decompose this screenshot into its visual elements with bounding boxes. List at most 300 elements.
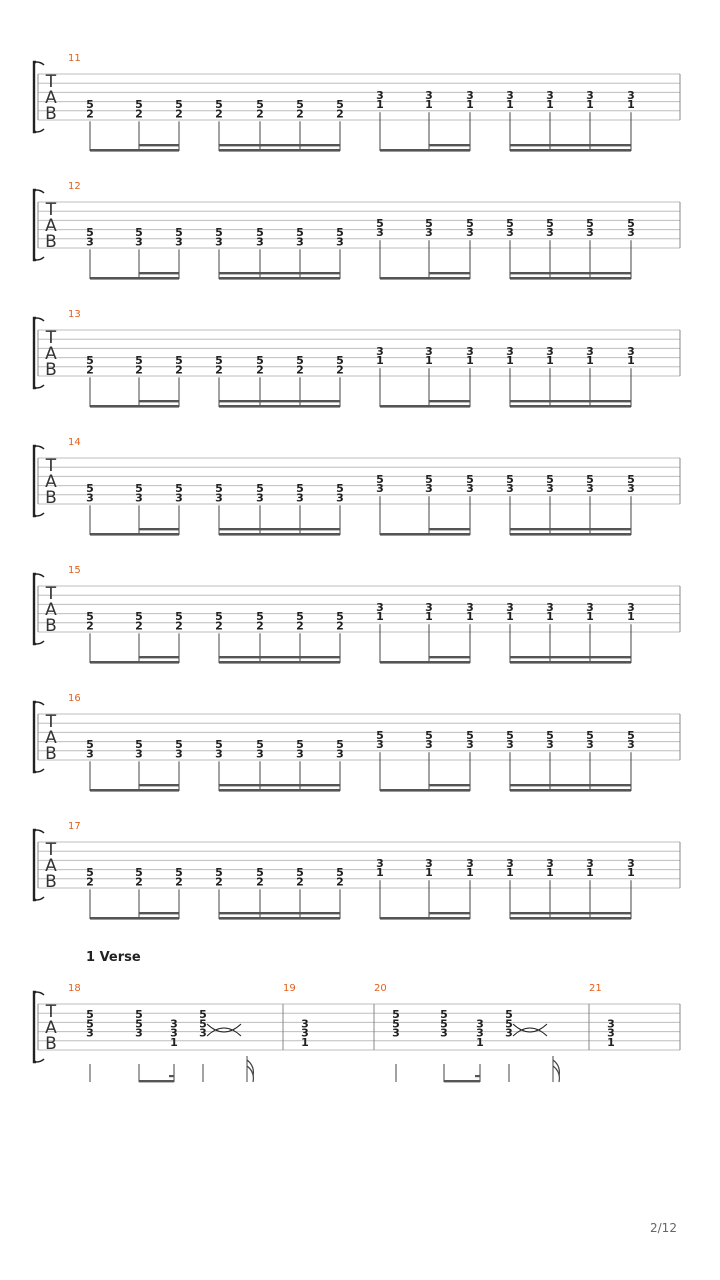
tab-clef-letter: B	[45, 616, 57, 636]
fret-number: 3	[256, 235, 264, 249]
beam-secondary	[429, 656, 470, 658]
fret-number: 3	[627, 738, 635, 752]
fret-number: 5	[215, 482, 223, 496]
fret-number: 5	[135, 610, 143, 624]
fret-number: 5	[215, 354, 223, 368]
fret-number: 5	[546, 473, 554, 486]
fret-number: 3	[256, 747, 264, 761]
bracket-hook-top	[36, 62, 44, 65]
fret-number: 5	[215, 98, 223, 112]
bracket-hook-bottom	[36, 1059, 44, 1062]
fret-number: 1	[466, 866, 474, 880]
fret-number: 5	[466, 729, 474, 742]
beam-secondary	[510, 912, 631, 914]
fret-number: 3	[336, 747, 344, 761]
fret-number: 2	[175, 107, 183, 121]
fret-number: 5	[336, 354, 344, 368]
beam	[380, 149, 470, 152]
fret-number: 3	[86, 491, 94, 505]
fret-number: 1	[627, 610, 635, 624]
beam-secondary	[510, 144, 631, 146]
fret-number: 3	[376, 482, 384, 496]
beam-secondary	[429, 400, 470, 402]
page-number: 2/12	[650, 1221, 677, 1235]
fret-number: 1	[586, 610, 594, 624]
bracket-hook-bottom	[36, 257, 44, 260]
fret-number: 2	[215, 875, 223, 889]
fret-number: 3	[215, 491, 223, 505]
fret-number: 1	[546, 354, 554, 368]
beam-partial	[475, 1075, 480, 1077]
fret-number: 1	[546, 98, 554, 112]
fret-number: 5	[425, 217, 433, 230]
fret-number: 5	[440, 1017, 448, 1031]
fret-number: 2	[135, 363, 143, 377]
fret-number: 2	[296, 619, 304, 633]
fret-number: 2	[175, 875, 183, 889]
bracket-hook-bottom	[36, 513, 44, 516]
fret-number: 3	[546, 857, 554, 870]
beam	[219, 277, 340, 280]
fret-number: 3	[607, 1017, 615, 1031]
fret-number: 3	[336, 235, 344, 249]
bracket-hook-bottom	[36, 641, 44, 644]
measure-number: 21	[589, 983, 602, 994]
fret-number: 5	[256, 354, 264, 368]
fret-number: 1	[425, 354, 433, 368]
system-bracket	[34, 318, 36, 388]
fret-number: 5	[175, 226, 183, 240]
fret-number: 5	[215, 866, 223, 880]
fret-number: 3	[425, 857, 433, 870]
fret-number: 5	[175, 866, 183, 880]
tab-clef-letter: B	[45, 232, 57, 252]
beam	[90, 917, 179, 920]
fret-number: 3	[170, 1026, 178, 1040]
fret-number: 2	[336, 107, 344, 121]
fret-number: 5	[135, 1017, 143, 1031]
beam	[219, 789, 340, 792]
fret-number: 1	[425, 866, 433, 880]
beam	[90, 533, 179, 536]
fret-number: 3	[505, 1026, 513, 1040]
beam	[380, 533, 470, 536]
fret-number: 5	[627, 729, 635, 742]
fret-number: 1	[546, 866, 554, 880]
tab-clef-letter: A	[45, 600, 57, 620]
fret-number: 1	[586, 98, 594, 112]
fret-number: 5	[336, 866, 344, 880]
section-label-verse: 1 Verse	[86, 950, 141, 965]
measure-number: 14	[68, 437, 81, 448]
fret-number: 1	[627, 354, 635, 368]
fret-number: 5	[586, 729, 594, 742]
fret-number: 5	[135, 354, 143, 368]
beam-secondary	[510, 528, 631, 530]
beam	[380, 277, 470, 280]
fret-number: 1	[607, 1035, 615, 1049]
fret-number: 3	[627, 226, 635, 240]
fret-number: 3	[586, 601, 594, 614]
fret-number: 3	[586, 345, 594, 358]
fret-number: 5	[175, 354, 183, 368]
fret-number: 5	[627, 217, 635, 230]
beam	[90, 661, 179, 664]
beam-secondary	[219, 144, 340, 146]
fret-number: 3	[546, 482, 554, 496]
beam-secondary	[139, 144, 179, 146]
fret-number: 1	[466, 354, 474, 368]
fret-number: 5	[392, 1017, 400, 1031]
fret-number: 3	[476, 1026, 484, 1040]
fret-number: 5	[466, 473, 474, 486]
fret-number: 2	[256, 107, 264, 121]
bracket-hook-top	[36, 830, 44, 833]
fret-number: 3	[425, 482, 433, 496]
measure-number: 13	[68, 309, 81, 320]
fret-number: 1	[376, 354, 384, 368]
fret-number: 5	[466, 217, 474, 230]
fret-number: 3	[175, 235, 183, 249]
fret-number: 3	[546, 345, 554, 358]
fret-number: 3	[586, 226, 594, 240]
fret-number: 3	[506, 482, 514, 496]
bracket-hook-bottom	[36, 769, 44, 772]
fret-number: 5	[336, 610, 344, 624]
fret-number: 3	[440, 1026, 448, 1040]
fret-number: 3	[627, 482, 635, 496]
fret-number: 3	[627, 345, 635, 358]
tab-clef-letter: B	[45, 744, 57, 764]
beam-secondary	[510, 400, 631, 402]
beam	[90, 149, 179, 152]
fret-number: 2	[86, 619, 94, 633]
fret-number: 1	[506, 866, 514, 880]
fret-number: 1	[586, 866, 594, 880]
fret-number: 5	[627, 473, 635, 486]
fret-number: 3	[627, 857, 635, 870]
fret-number: 1	[627, 98, 635, 112]
fret-number: 3	[466, 226, 474, 240]
beam-secondary	[139, 656, 179, 658]
fret-number: 3	[376, 345, 384, 358]
fret-number: 2	[336, 875, 344, 889]
beam	[219, 533, 340, 536]
fret-number: 3	[86, 747, 94, 761]
fret-number: 3	[425, 601, 433, 614]
fret-number: 5	[86, 866, 94, 880]
fret-number: 3	[135, 235, 143, 249]
measure-number: 15	[68, 565, 81, 576]
beam	[510, 917, 631, 920]
fret-number: 5	[296, 226, 304, 240]
tab-clef-letter: T	[45, 1002, 57, 1022]
fret-number: 5	[215, 738, 223, 752]
bracket-hook-top	[36, 318, 44, 321]
bracket-hook-top	[36, 190, 44, 193]
fret-number: 5	[256, 866, 264, 880]
fret-number: 3	[476, 1017, 484, 1031]
beam-secondary	[429, 912, 470, 914]
fret-number: 5	[425, 729, 433, 742]
fret-number: 2	[135, 107, 143, 121]
fret-number: 3	[546, 89, 554, 102]
beam-secondary	[219, 912, 340, 914]
fret-number: 2	[215, 107, 223, 121]
fret-number: 3	[425, 226, 433, 240]
tab-clef-letter: T	[45, 72, 57, 92]
fret-number: 3	[376, 89, 384, 102]
fret-number: 3	[506, 601, 514, 614]
beam	[139, 1080, 174, 1082]
fret-number: 2	[135, 619, 143, 633]
fret-number: 3	[546, 601, 554, 614]
fret-number: 3	[466, 482, 474, 496]
fret-number: 3	[215, 235, 223, 249]
bracket-hook-top	[36, 574, 44, 577]
fret-number: 2	[296, 107, 304, 121]
fret-number: 2	[135, 875, 143, 889]
fret-number: 5	[506, 729, 514, 742]
fret-number: 3	[466, 345, 474, 358]
tab-clef-letter: A	[45, 472, 57, 492]
tab-clef-letter: A	[45, 344, 57, 364]
fret-number: 5	[215, 610, 223, 624]
measure-number: 18	[68, 983, 81, 994]
beam	[90, 789, 179, 792]
fret-number: 3	[296, 747, 304, 761]
beam	[90, 405, 179, 408]
fret-number: 5	[296, 98, 304, 112]
tab-clef-letter: B	[45, 360, 57, 380]
fret-number: 3	[376, 857, 384, 870]
fret-number: 3	[607, 1026, 615, 1040]
fret-number: 5	[296, 738, 304, 752]
measure-number: 16	[68, 693, 81, 704]
tab-clef-letter: B	[45, 104, 57, 124]
fret-number: 3	[175, 491, 183, 505]
beam-secondary	[429, 784, 470, 786]
fret-number: 3	[546, 226, 554, 240]
fret-number: 2	[175, 619, 183, 633]
fret-number: 3	[86, 1026, 94, 1040]
fret-number: 5	[336, 98, 344, 112]
fret-number: 3	[586, 482, 594, 496]
system-bracket	[34, 574, 36, 644]
fret-number: 5	[425, 473, 433, 486]
beam	[510, 789, 631, 792]
fret-number: 2	[215, 619, 223, 633]
fret-number: 3	[86, 235, 94, 249]
beam-secondary	[219, 784, 340, 786]
fret-number: 1	[546, 610, 554, 624]
fret-number: 5	[86, 610, 94, 624]
fret-number: 5	[135, 738, 143, 752]
fret-number: 5	[175, 98, 183, 112]
fret-number: 3	[170, 1017, 178, 1031]
fret-number: 3	[506, 226, 514, 240]
fret-number: 1	[627, 866, 635, 880]
beam	[510, 405, 631, 408]
fret-number: 5	[86, 738, 94, 752]
fret-number: 5	[336, 482, 344, 496]
beam	[219, 917, 340, 920]
bracket-hook-top	[36, 992, 44, 995]
fret-number: 5	[440, 1008, 448, 1022]
bracket-hook-bottom	[36, 385, 44, 388]
tab-clef-letter: T	[45, 328, 57, 348]
beam-secondary	[219, 656, 340, 658]
beam	[380, 405, 470, 408]
fret-number: 2	[296, 363, 304, 377]
fret-number: 5	[296, 482, 304, 496]
measure-number: 19	[283, 983, 296, 994]
fret-number: 1	[376, 98, 384, 112]
fret-number: 1	[466, 98, 474, 112]
beam	[510, 661, 631, 664]
fret-number: 1	[425, 98, 433, 112]
fret-number: 5	[546, 217, 554, 230]
fret-number: 3	[506, 89, 514, 102]
beam	[219, 661, 340, 664]
fret-number: 1	[506, 98, 514, 112]
fret-number: 2	[256, 875, 264, 889]
fret-number: 3	[376, 226, 384, 240]
fret-number: 3	[336, 491, 344, 505]
fret-number: 3	[546, 738, 554, 752]
fret-number: 5	[86, 226, 94, 240]
fret-number: 2	[256, 363, 264, 377]
beam-secondary	[219, 400, 340, 402]
fret-number: 3	[425, 738, 433, 752]
fret-number: 5	[199, 1008, 207, 1022]
tab-clef-letter: A	[45, 88, 57, 108]
fret-number: 5	[135, 226, 143, 240]
fret-number: 2	[86, 363, 94, 377]
measure-number: 11	[68, 53, 81, 64]
fret-number: 5	[135, 1008, 143, 1022]
beam-secondary	[510, 272, 631, 274]
tab-clef-letter: B	[45, 1034, 57, 1054]
fret-number: 2	[175, 363, 183, 377]
fret-number: 5	[135, 98, 143, 112]
fret-number: 2	[215, 363, 223, 377]
fret-number: 3	[466, 89, 474, 102]
tab-clef-letter: T	[45, 456, 57, 476]
fret-number: 3	[175, 747, 183, 761]
fret-number: 2	[336, 363, 344, 377]
fret-number: 5	[296, 610, 304, 624]
fret-number: 3	[425, 345, 433, 358]
fret-number: 5	[215, 226, 223, 240]
fret-number: 1	[425, 610, 433, 624]
fret-number: 5	[296, 354, 304, 368]
beam	[380, 917, 470, 920]
fret-number: 3	[135, 491, 143, 505]
fret-number: 5	[86, 98, 94, 112]
tab-clef-letter: T	[45, 840, 57, 860]
fret-number: 1	[586, 354, 594, 368]
fret-number: 3	[586, 738, 594, 752]
beam	[90, 277, 179, 280]
beam	[510, 277, 631, 280]
fret-number: 2	[86, 875, 94, 889]
fret-number: 5	[376, 217, 384, 230]
tab-clef-letter: T	[45, 200, 57, 220]
system-bracket	[34, 830, 36, 900]
fret-number: 5	[86, 1008, 94, 1022]
beam	[444, 1080, 480, 1082]
fret-number: 3	[506, 857, 514, 870]
beam-secondary	[429, 144, 470, 146]
beam	[219, 405, 340, 408]
fret-number: 3	[301, 1026, 309, 1040]
fret-number: 3	[135, 747, 143, 761]
fret-number: 5	[505, 1017, 513, 1031]
fret-number: 5	[175, 610, 183, 624]
fret-number: 3	[296, 491, 304, 505]
system-bracket	[34, 446, 36, 516]
fret-number: 5	[505, 1008, 513, 1022]
fret-number: 2	[296, 875, 304, 889]
fret-number: 3	[376, 601, 384, 614]
tab-clef-letter: A	[45, 728, 57, 748]
beam-secondary	[510, 656, 631, 658]
fret-number: 5	[336, 226, 344, 240]
fret-number: 3	[256, 491, 264, 505]
fret-number: 3	[215, 747, 223, 761]
fret-number: 5	[86, 1017, 94, 1031]
system-bracket	[34, 992, 36, 1062]
beam	[510, 533, 631, 536]
beam-partial	[169, 1075, 174, 1077]
fret-number: 1	[376, 866, 384, 880]
beam-secondary	[429, 272, 470, 274]
fret-number: 3	[135, 1026, 143, 1040]
beam-secondary	[139, 784, 179, 786]
fret-number: 3	[376, 738, 384, 752]
fret-number: 5	[392, 1008, 400, 1022]
tab-clef-letter: A	[45, 1018, 57, 1038]
tab-clef-letter: T	[45, 584, 57, 604]
tab-clef-letter: A	[45, 856, 57, 876]
beam-secondary	[139, 400, 179, 402]
system-bracket	[34, 702, 36, 772]
fret-number: 5	[256, 98, 264, 112]
tab-clef-letter: T	[45, 712, 57, 732]
beam-secondary	[139, 272, 179, 274]
fret-number: 5	[296, 866, 304, 880]
fret-number: 3	[586, 89, 594, 102]
fret-number: 1	[301, 1035, 309, 1049]
fret-number: 3	[627, 601, 635, 614]
beam-secondary	[510, 784, 631, 786]
fret-number: 5	[175, 482, 183, 496]
tab-clef-letter: A	[45, 216, 57, 236]
fret-number: 5	[256, 482, 264, 496]
bracket-hook-bottom	[36, 897, 44, 900]
fret-number: 1	[170, 1035, 178, 1049]
measure-number: 17	[68, 821, 81, 832]
fret-number: 1	[506, 610, 514, 624]
fret-number: 5	[586, 473, 594, 486]
beam	[510, 149, 631, 152]
tab-clef-letter: B	[45, 872, 57, 892]
fret-number: 5	[256, 226, 264, 240]
fret-number: 5	[135, 866, 143, 880]
bracket-hook-top	[36, 702, 44, 705]
fret-number: 5	[86, 354, 94, 368]
